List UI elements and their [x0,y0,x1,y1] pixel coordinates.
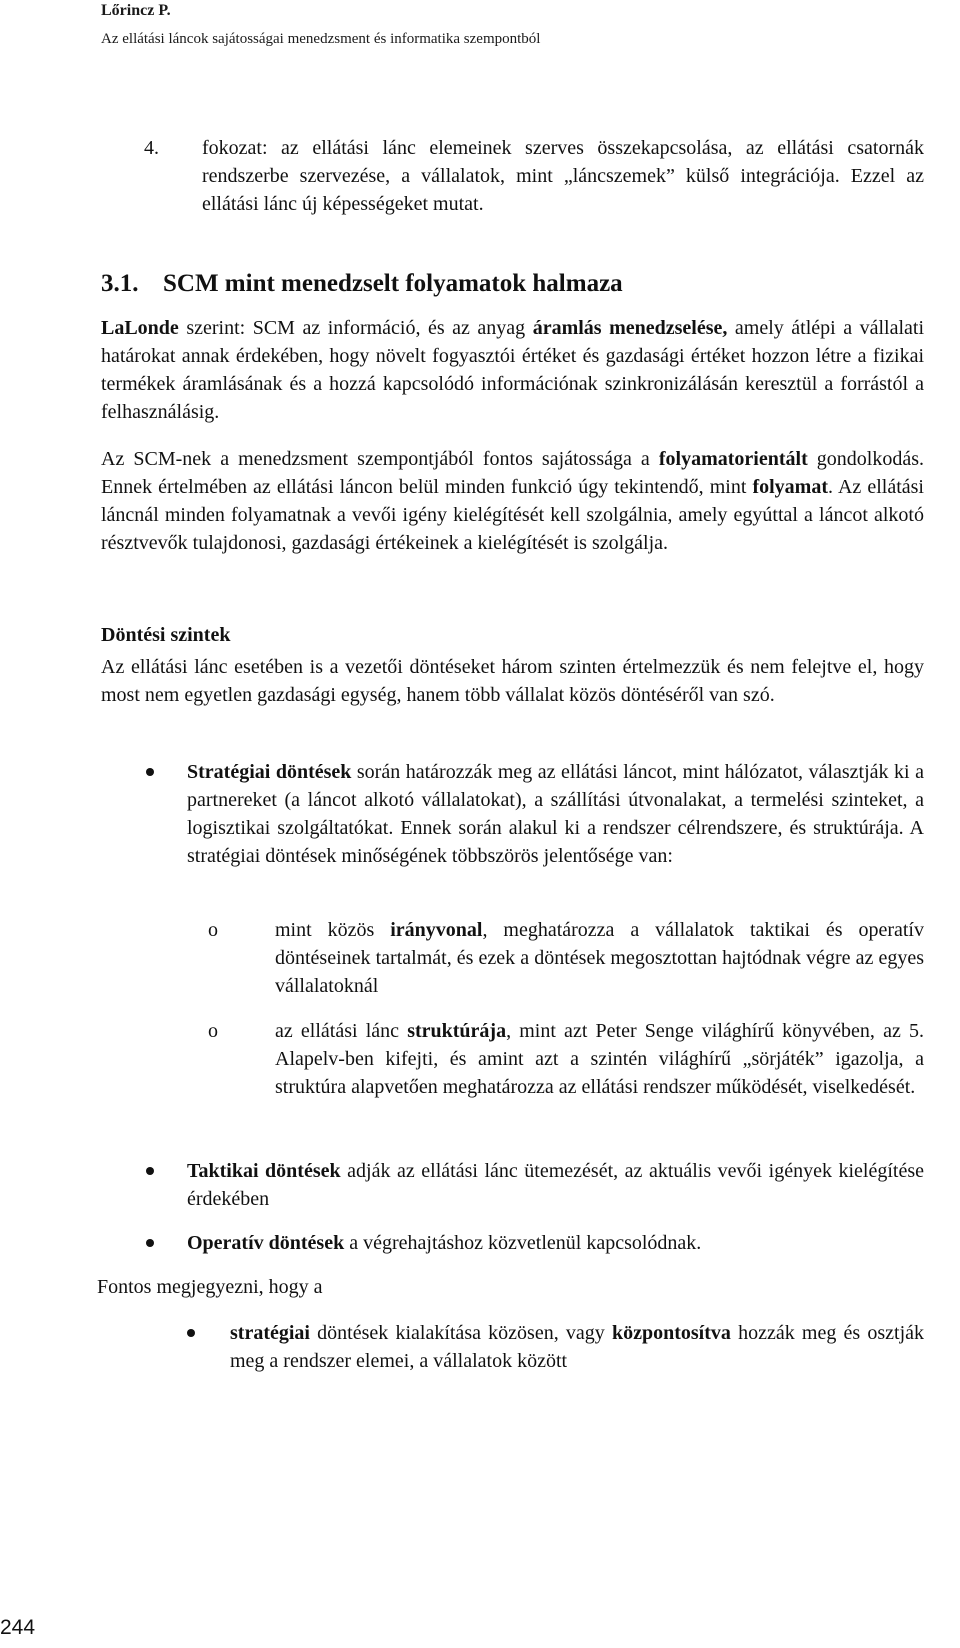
list-item-text: fokozat: az ellátási lánc elemeinek szerves összekapcsolása, az ellátási csatornák rendszerbe szervezése, a vállalatok, mint „láncszemek” külső integrációja. Ezzel az ellátási lánc új képességeket mutat. [202,137,924,215]
bullet-marker [146,1167,154,1175]
page-number: 244 [0,1616,36,1639]
bold-term: irányvonal [390,919,483,941]
sub-bullet-body: az ellátási lánc [275,1020,408,1042]
bold-term: folyamat [752,476,829,498]
sub-bullet-text [275,1017,924,1101]
lalonde-definition-paragraph [101,314,924,426]
bullet-body: döntések kialakítása közösen, vagy [309,1322,612,1344]
bullet-body: a végrehajtáshoz közvetlenül kapcsolódnak. [344,1232,702,1254]
bold-term: folyamatorientált [658,448,808,470]
bullet-body: hozzák meg és osztják meg a rendszer elemei, a vállalatok között [230,1322,925,1372]
paragraph-text: Az SCM-nek a menedzsment szempontjából fontos sajátossága a [101,448,659,470]
bullet-item-tactical [101,1157,924,1217]
bullet-text [187,758,924,870]
bullet-text [187,1157,924,1213]
paragraph-text: . Az ellátási láncnál minden folyamatnak a vevői igény kielégítését kell szolgálnia, amely egyúttal a láncot alkotó résztvevők tulajdonosi, gazdasági értékeinek a kielégítését is szolgálja. [101,476,924,554]
bullet-marker [146,768,154,776]
sub-bullet-marker: o [208,919,218,941]
paragraph-text: amely átlépi a vállalati határokat annak érdekében, hogy növelt fogyasztói értéket és gazdasági értéket hozzon létre a fizikai termékek áramlásának és a hozzá kapcsolódó információnak szinkronizálásán keresztül a forrástól a felhasználásig. [101,317,925,423]
process-orientation-paragraph [101,445,924,557]
section-heading [101,270,623,298]
bullet-marker [146,1239,154,1247]
decision-levels-paragraph: Az ellátási lánc esetében is a vezetői döntéseket három szinten értelmezzük és nem felejtve el, hogy most nem egyetlen gazdasági egység, hanem több vállalat közös döntéséről van szó. [101,656,924,706]
bullet-item-note [101,1319,924,1379]
paragraph-text: szerint: SCM az információ, és az anyag [178,317,533,339]
bold-term: LaLonde [101,317,179,339]
bullet-item-operative [101,1229,924,1259]
running-header-author: Lőrincz P. [101,2,171,19]
sub-bullet-item-structure [101,1017,924,1133]
list-number: 4. [144,137,159,159]
sub-bullet-text [275,916,924,1000]
bold-term: struktúrája [407,1020,507,1042]
numbered-list-item [101,134,924,246]
sub-bullet-item-direction [101,916,924,1006]
bold-term: Stratégiai döntések [187,761,352,783]
bold-term: áramlás menedzselése, [532,317,728,339]
running-header-title: Az ellátási láncok sajátosságai menedzsment és informatika szempontból [101,31,541,47]
section-title: SCM mint menedzselt folyamatok halmaza [163,270,623,297]
paragraph-text: gondolkodás. Ennek értelmében az ellátási láncon belül minden funkció úgy tekintendő, mint [101,448,925,498]
sub-bullet-marker: o [208,1020,218,1042]
sub-bullet-body: , meghatározza a vállalatok taktikai és operatív döntéseinek tartalmát, és ezek a döntések megosztottan hajtódnak végre az egyes vállalatoknál [275,919,924,997]
note-intro: Fontos megjegyezni, hogy a [97,1276,323,1298]
bullet-text [230,1319,924,1375]
sub-bullet-body: mint közös [275,919,391,941]
bullet-item-strategic [101,758,924,928]
section-number: 3.1. [101,270,139,297]
bold-term: Operatív döntések [187,1232,345,1254]
bold-term: stratégiai [230,1322,310,1344]
sub-bullet-body: , mint azt Peter Senge világhírű könyvében, az 5. Alapelv-ben kifejti, és amint azt a szintén világhírű „sörjáték” igazolja, a struktúra alapvetően meghatározza az ellátási rendszer működését, viselkedését. [275,1020,924,1098]
bold-term: Taktikai döntések [187,1160,341,1182]
bullet-body: során határozzák meg az ellátási láncot, mint hálózatot, választják ki a partnereket (a láncot alkotó vállalatokat), a szállítási útvonalakat, a termelési szinteket, a logisztikai szolgáltatókat. Ennek során alakul ki a rendszer célrendszere, és struktúrája. A stratégiai döntések minőségének többszörös jelentősége van: [187,761,924,867]
bullet-marker [187,1329,195,1337]
bullet-body: adják az ellátási lánc ütemezését, az aktuális vevői igények kielégítése érdekében [187,1160,924,1210]
bold-term: központosítva [611,1322,731,1344]
bullet-text [187,1229,924,1257]
subsection-heading: Döntési szintek [101,624,231,646]
